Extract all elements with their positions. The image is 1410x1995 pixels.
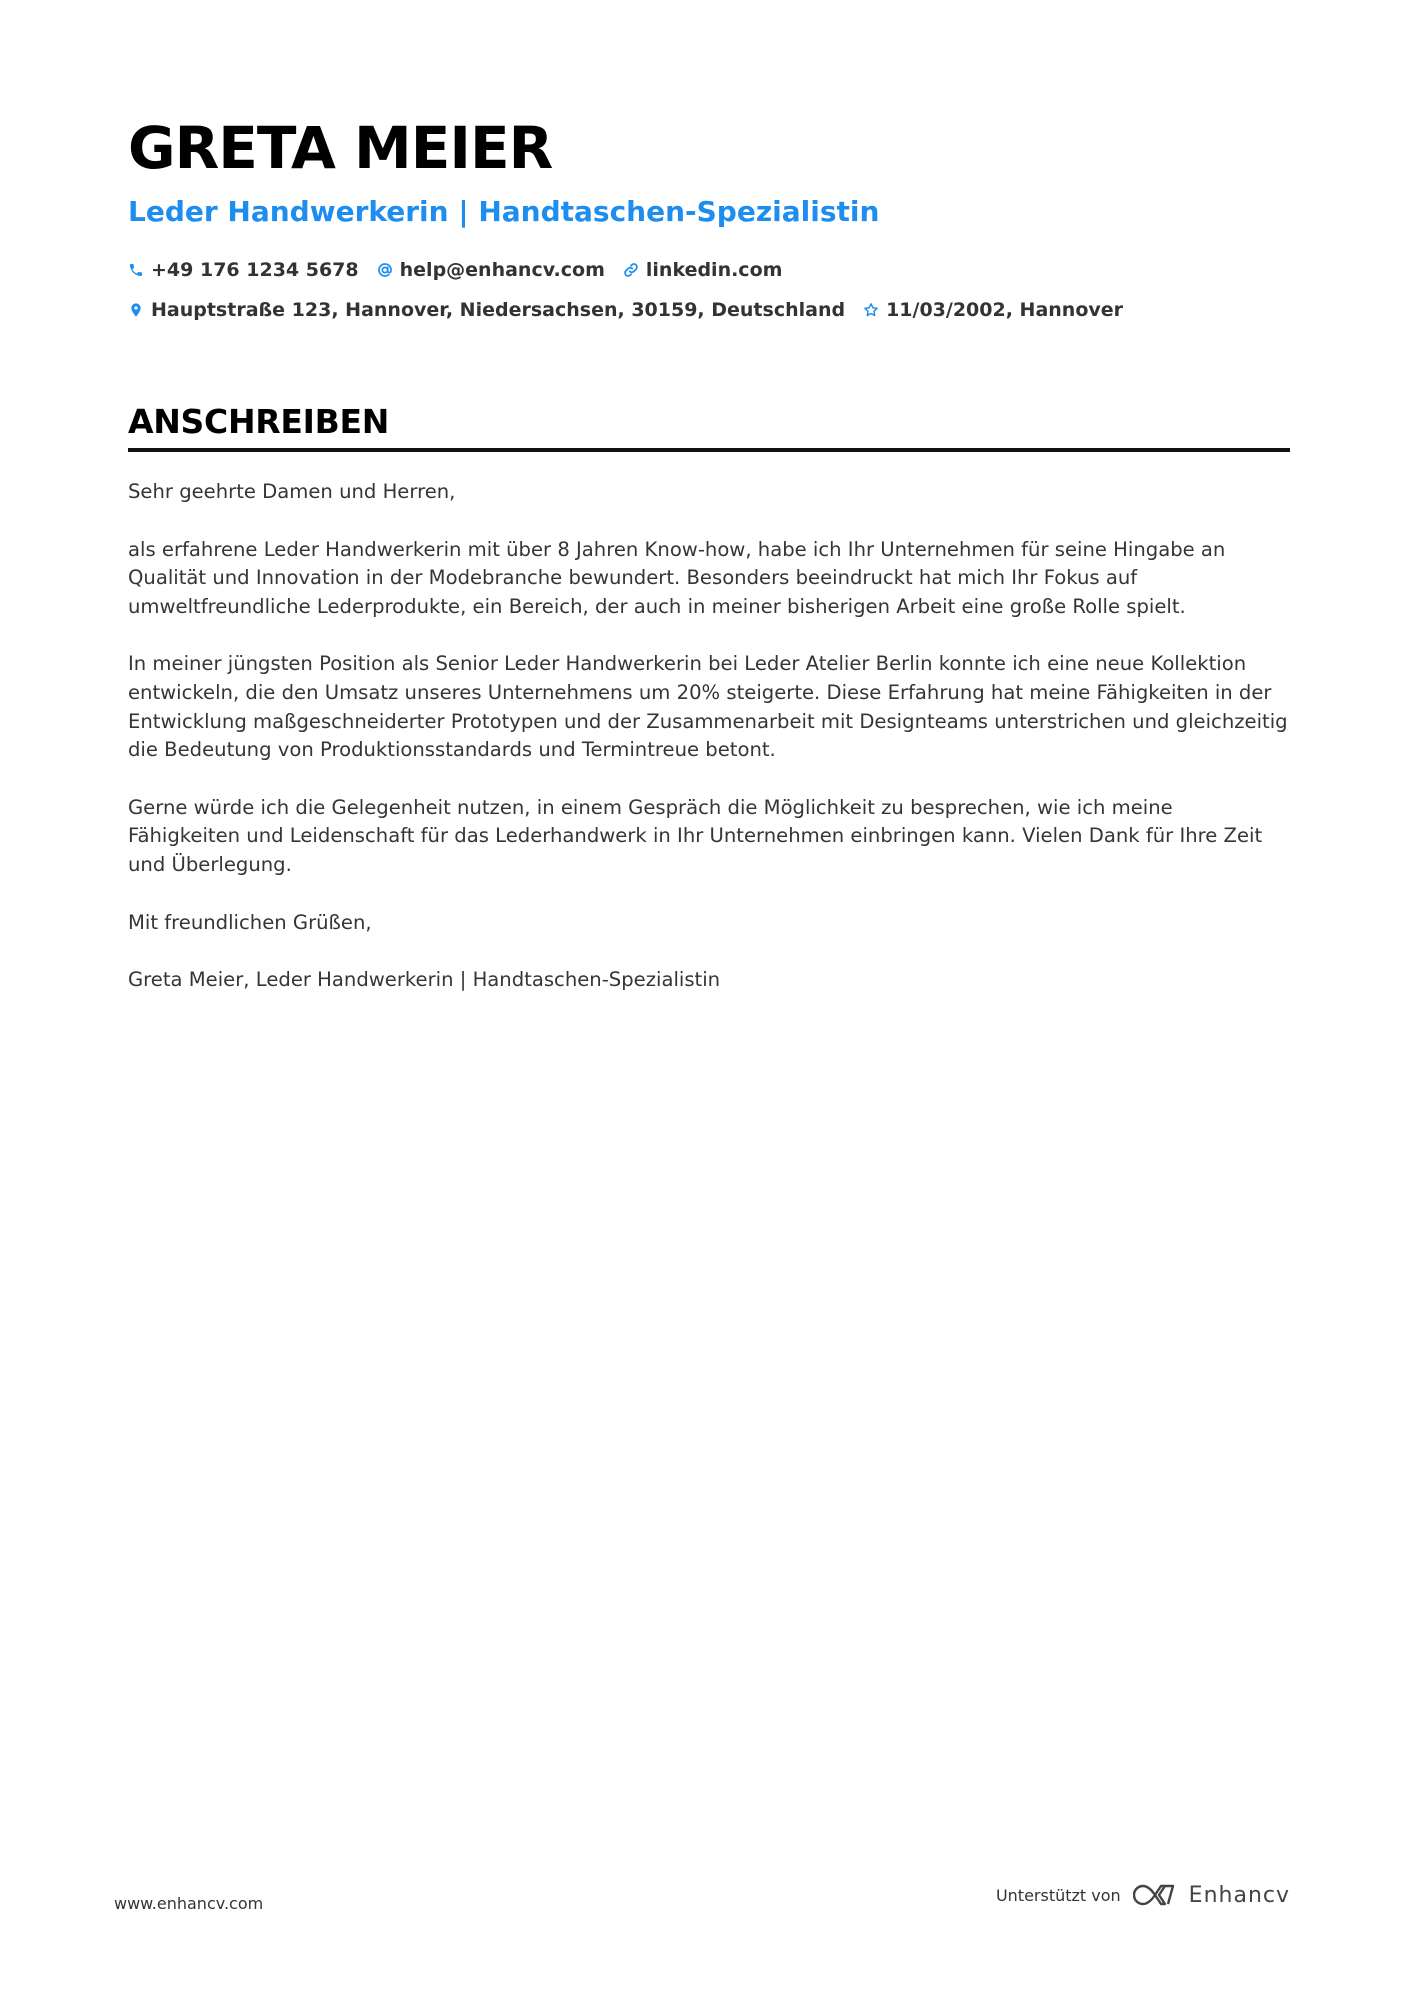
letter-signature: Greta Meier, Leder Handwerkerin | Handtaschen-Spezialistin [128,968,721,992]
powered-by-text: Unterstützt von [995,1885,1121,1905]
contact-email[interactable] [377,259,605,281]
applicant-title: Leder Handwerkerin | Handtaschen-Spezialistin [128,195,880,228]
link-icon [623,262,639,278]
birth-text: 11/03/2002, Hannover [886,299,1124,321]
star-icon [863,302,879,318]
contact-phone [128,259,359,281]
location-pin-icon [128,302,144,318]
footer-website[interactable]: www.enhancv.com [114,1894,264,1913]
email-text[interactable]: help@enhancv.com [399,259,605,281]
brand-name: Enhancv [1188,1882,1290,1908]
linkedin-text[interactable]: linkedin.com [645,259,783,281]
enhancv-logo-icon [1133,1882,1179,1908]
phone-text: +49 176 1234 5678 [151,259,359,281]
contact-row-2 [128,290,1290,330]
contact-address [128,299,845,321]
contact-linkedin[interactable] [623,259,783,281]
section-divider [128,448,1290,452]
applicant-name: GRETA MEIER [128,114,553,182]
section-title: ANSCHREIBEN [128,402,390,441]
cover-letter-page [128,108,1290,1024]
footer-branding [996,1882,1290,1908]
address-text: Hauptstraße 123, Hannover, Niedersachsen, 30159, Deutschland [151,299,846,321]
contact-row-1 [128,250,1290,290]
contact-birth [863,299,1123,321]
contact-info [128,250,1290,330]
letter-paragraph: als erfahrene Leder Handwerkerin mit über 8 Jahren Know-how, habe ich Ihr Unternehmen für seine Hingabe an Qualität und Innovation in der Modebranche bewundert. Besonders beeindruckt hat mich Ihr Fokus auf umweltfreundliche Lederprodukte, ein Bereich, der auch in meiner bisherigen Arbeit eine große Rolle spielt. [128,537,1226,618]
at-icon [377,262,393,278]
letter-closing: Mit freundlichen Grüßen, [128,910,372,934]
letter-salutation: Sehr geehrte Damen und Herren, [128,480,456,503]
letter-paragraph: Gerne würde ich die Gelegenheit nutzen, in einem Gespräch die Möglichkeit zu besprechen, wie ich meine Fähigkeiten und Leidenschaft für das Lederhandwerk in Ihr Unternehmen einbringen kann. Vielen Dank für Ihre Zeit und Überlegung. [128,795,1263,876]
phone-icon [128,262,144,278]
letter-body [128,478,1290,995]
letter-paragraph: In meiner jüngsten Position als Senior Leder Handwerkerin bei Leder Atelier Berlin konnte ich eine neue Kollektion entwickeln, die den Umsatz unseres Unternehmens um 20% steigerte. Diese Erfahrung hat meine Fähigkeiten in der Entwicklung maßgeschneiderter Prototypen und der Zusammenarbeit mit Designteams unterstrichen und gleichzeitig die Bedeutung von Produktionsstandards und Termintreue betont. [128,652,1288,762]
